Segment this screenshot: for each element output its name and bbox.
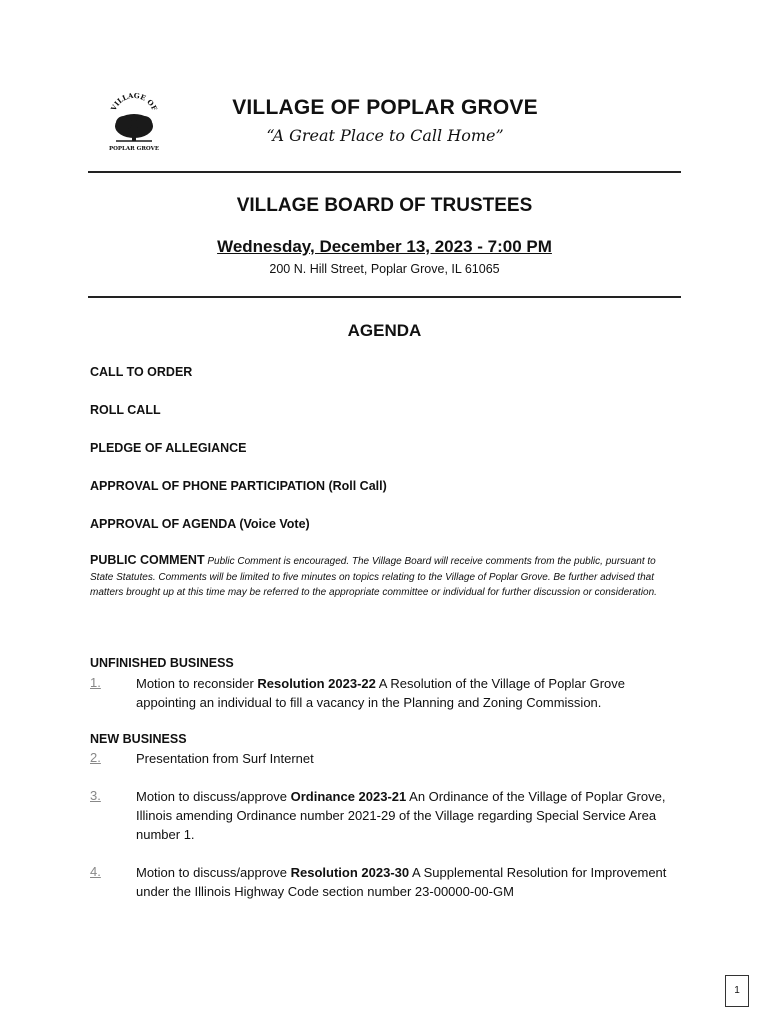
page-number: 1	[725, 975, 749, 1007]
meeting-divider	[88, 296, 681, 298]
item-number: 4.	[90, 864, 101, 879]
agenda-item-1: Motion to reconsider Resolution 2023-22 A Resolution of the Village of Poplar Grove appointing an individual to fill a vacancy in the Planning and Zoning Commission.	[136, 676, 625, 710]
roll-call: ROLL CALL	[90, 403, 161, 417]
public-comment-text: Public Comment is encouraged. The Village Board will receive comments from the public, pursuant to State Statutes. Comments will be limited to five minutes on topics relating to the Village of Poplar Grove. Be further advised that matters brought up at this time may be referred to the appropriate committee or individual for further discussion or consideration.	[90, 556, 657, 598]
agenda-item-4: Motion to discuss/approve Resolution 2023-30 A Supplemental Resolution for Improvement under the Illinois Highway Code section number 23-00000-00-GM	[136, 865, 667, 899]
unfinished-business-heading: UNFINISHED BUSINESS	[90, 656, 234, 670]
item-number: 3.	[90, 788, 101, 803]
svg-text:VILLAGE OF	[108, 92, 159, 113]
item-number: 2.	[90, 750, 101, 765]
public-comment	[90, 553, 675, 601]
new-business-heading: NEW BUSINESS	[90, 732, 187, 746]
meeting-address: 200 N. Hill Street, Poplar Grove, IL 61065	[269, 262, 500, 276]
phone-participation: APPROVAL OF PHONE PARTICIPATION (Roll Call)	[90, 479, 387, 493]
agenda-approval: APPROVAL OF AGENDA (Voice Vote)	[90, 517, 310, 531]
logo-bottom-text: POPLAR GROVE	[108, 146, 160, 152]
call-to-order: CALL TO ORDER	[90, 365, 193, 379]
oak-tree-icon	[104, 92, 164, 152]
board-title: VILLAGE BOARD OF TRUSTEES	[236, 195, 533, 216]
logo-top-text: VILLAGE OF	[108, 92, 160, 113]
agenda-item-3: Motion to discuss/approve Ordinance 2023-21 An Ordinance of the Village of Poplar Grove, Illinois amending Ordinance number 2021-29 of the Village regarding Special Service Area number 1.	[136, 789, 666, 842]
public-comment-label: PUBLIC COMMENT	[90, 553, 205, 567]
agenda-item-2: Presentation from Surf Internet	[136, 751, 314, 766]
item-number: 1.	[90, 675, 101, 690]
meeting-date: Wednesday, December 13, 2023 - 7:00 PM	[217, 237, 552, 256]
agenda-title: AGENDA	[347, 321, 422, 340]
village-logo	[104, 92, 164, 152]
header-divider	[88, 171, 681, 173]
village-title: VILLAGE OF POPLAR GROVE	[232, 96, 538, 119]
village-motto: “A Great Place to Call Home”	[266, 126, 504, 145]
pledge-of-allegiance: PLEDGE OF ALLEGIANCE	[90, 441, 247, 455]
